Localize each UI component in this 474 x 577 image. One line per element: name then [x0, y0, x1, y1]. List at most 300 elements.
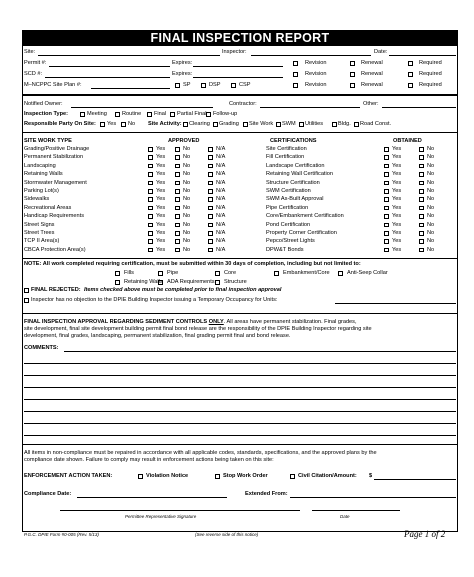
stop-work-order-checkbox[interactable] — [215, 474, 220, 479]
extended-from-field[interactable] — [290, 497, 456, 498]
approved-yes-label: Yes — [156, 179, 166, 186]
sediment-text-2: site development, final site development building permit final bond release are the responsibility of the DPIE Building Inspector regarding site — [24, 326, 372, 332]
approved-yes-checkbox[interactable] — [148, 206, 153, 211]
extended-from-label: Extended From: — [245, 491, 288, 497]
permit-revision-label: Revision — [305, 60, 327, 66]
certification-item: Pond Certification — [266, 221, 311, 228]
grading-label: Grading — [219, 121, 239, 127]
signature-date-line[interactable] — [312, 510, 400, 511]
comments-line-2[interactable] — [24, 363, 456, 364]
obtained-yes-label: Yes — [392, 162, 402, 169]
mncppc-label: M–NCPPC Site Plan #: — [24, 82, 82, 88]
obtained-yes-checkbox[interactable] — [384, 164, 389, 169]
csp-checkbox[interactable] — [231, 83, 236, 88]
approved-yes-checkbox[interactable] — [148, 155, 153, 160]
obtained-yes-checkbox[interactable] — [384, 155, 389, 160]
obtained-no-checkbox[interactable] — [419, 206, 424, 211]
plan-revision-label: Revision — [305, 82, 327, 88]
approved-no-label: No — [183, 146, 191, 152]
core-label: Core — [224, 270, 237, 276]
obtained-no-checkbox[interactable] — [419, 231, 424, 236]
obtained-yes-checkbox[interactable] — [384, 197, 389, 202]
embankment-core-checkbox[interactable] — [274, 271, 279, 276]
utilities-checkbox[interactable] — [299, 122, 304, 127]
plan-renewal-checkbox[interactable] — [350, 83, 355, 88]
permit-expires-field[interactable] — [193, 66, 283, 67]
approved-yes-label: Yes — [156, 238, 166, 245]
obtained-no-checkbox[interactable] — [419, 248, 424, 253]
civil-citation-label: Civil Citation/Amount: — [298, 473, 357, 479]
civil-citation-amount-label: $ — [369, 473, 373, 479]
obtained-no-checkbox[interactable] — [419, 147, 424, 152]
obtained-no-label: No — [427, 146, 435, 152]
approved-yes-checkbox[interactable] — [148, 248, 153, 253]
obtained-yes-checkbox[interactable] — [384, 206, 389, 211]
obtained-yes-checkbox[interactable] — [384, 231, 389, 236]
approved-na-label: N/A — [216, 221, 226, 228]
approved-no-checkbox[interactable] — [175, 147, 180, 152]
approved-na-label: N/A — [216, 204, 226, 211]
obtained-no-label: No — [427, 204, 435, 211]
approved-na-label: N/A — [216, 171, 226, 178]
routine-label: Routine — [122, 111, 142, 117]
approved-no-label: No — [183, 162, 191, 169]
site-work-item: Recreational Areas — [24, 204, 72, 211]
approved-yes-checkbox[interactable] — [148, 172, 153, 177]
partial-final-checkbox[interactable] — [170, 112, 175, 117]
permit-renewal-checkbox[interactable] — [350, 61, 355, 66]
approved-no-checkbox[interactable] — [175, 181, 180, 186]
approved-yes-checkbox[interactable] — [148, 223, 153, 228]
approved-na-label: N/A — [216, 230, 226, 236]
obtained-yes-label: Yes — [392, 154, 402, 161]
certification-item: Fill Certification — [266, 154, 305, 161]
scd-revision-label: Revision — [305, 71, 327, 77]
approved-no-checkbox[interactable] — [175, 231, 180, 236]
approved-na-checkbox[interactable] — [208, 214, 213, 219]
approved-na-label: N/A — [216, 146, 226, 152]
approved-no-label: No — [183, 188, 191, 194]
scd-renewal-label: Renewal — [361, 71, 383, 77]
approved-na-checkbox[interactable] — [208, 197, 213, 202]
notified-owner-label: Notified Owner: — [24, 101, 63, 107]
final-rejected-text: Items checked above must be completed prior to final inspection approval — [84, 287, 282, 293]
final-label: Final — [154, 111, 167, 117]
obtained-yes-label: Yes — [392, 146, 402, 152]
approved-yes-checkbox[interactable] — [148, 164, 153, 169]
certification-item: Site Certification — [266, 146, 307, 152]
approved-no-checkbox[interactable] — [175, 164, 180, 169]
approved-na-label: N/A — [216, 154, 226, 161]
responsible-yes-label: Yes — [107, 121, 117, 127]
meeting-checkbox[interactable] — [80, 112, 85, 117]
structure-label: Structure — [224, 279, 247, 285]
obtained-yes-label: Yes — [392, 188, 402, 194]
final-checkbox[interactable] — [147, 112, 152, 117]
grading-checkbox[interactable] — [213, 122, 218, 127]
violation-notice-checkbox[interactable] — [138, 474, 143, 479]
inspector-label: Inspector: — [222, 49, 247, 55]
permittee-signature-line[interactable] — [60, 510, 300, 511]
approved-yes-label: Yes — [156, 230, 166, 236]
scd-label: SCD #: — [24, 71, 43, 77]
certification-item: DPW&T Bonds — [266, 246, 304, 253]
certifications-header: CERTIFICATIONS — [270, 138, 317, 144]
approved-no-label: No — [183, 179, 191, 186]
sediment-only: ONLY — [208, 319, 224, 325]
site-work-type-header: SITE WORK TYPE — [24, 138, 72, 144]
civil-citation-checkbox[interactable] — [290, 474, 295, 479]
approved-yes-checkbox[interactable] — [148, 197, 153, 202]
approved-na-checkbox[interactable] — [208, 164, 213, 169]
site-work-item: Parking Lot(s) — [24, 188, 59, 194]
sp-label: SP — [183, 82, 191, 88]
approved-no-label: No — [183, 204, 191, 211]
approved-no-checkbox[interactable] — [175, 206, 180, 211]
approved-no-label: No — [183, 246, 191, 253]
pipe-checkbox[interactable] — [158, 271, 163, 276]
plan-required-checkbox[interactable] — [408, 83, 413, 88]
comments-line-4[interactable] — [24, 387, 456, 388]
site-work-item: Landscaping — [24, 162, 56, 169]
approved-na-checkbox[interactable] — [208, 231, 213, 236]
routine-checkbox[interactable] — [115, 112, 120, 117]
obtained-no-checkbox[interactable] — [419, 197, 424, 202]
approved-na-checkbox[interactable] — [208, 223, 213, 228]
obtained-no-checkbox[interactable] — [419, 164, 424, 169]
comments-line-5[interactable] — [24, 399, 456, 400]
noncompliance-text-1: All items in non-compliance must be repaired in accordance with all applicable codes, standards, specifications, and the approved plans by the — [24, 450, 377, 456]
mncppc-field[interactable] — [91, 88, 170, 89]
approved-na-checkbox[interactable] — [208, 248, 213, 253]
inspector-field[interactable] — [251, 55, 371, 56]
approved-no-checkbox[interactable] — [175, 155, 180, 160]
contractor-label: Contractor: — [229, 101, 257, 107]
approved-yes-checkbox[interactable] — [148, 181, 153, 186]
sediment-line-1 — [24, 319, 357, 326]
compliance-date-field[interactable] — [77, 497, 227, 498]
approved-na-label: N/A — [216, 179, 226, 186]
approved-na-label: N/A — [216, 238, 226, 245]
approved-header: APPROVED — [168, 138, 200, 144]
comments-line-3[interactable] — [24, 375, 456, 376]
obtained-yes-checkbox[interactable] — [384, 214, 389, 219]
permit-expires-label: Expires: — [172, 60, 193, 66]
stop-work-order-label: Stop Work Order — [223, 473, 268, 479]
site-work-label: Site Work — [249, 121, 274, 127]
ada-requirements-checkbox[interactable] — [158, 280, 163, 285]
obtained-no-label: No — [427, 171, 435, 178]
scd-field[interactable] — [45, 77, 170, 78]
bldg-checkbox[interactable] — [332, 122, 337, 127]
comments-line-6[interactable] — [24, 411, 456, 412]
follow-up-label: Follow-up — [213, 111, 238, 117]
structure-checkbox[interactable] — [215, 280, 220, 285]
core-checkbox[interactable] — [215, 271, 220, 276]
obtained-no-checkbox[interactable] — [419, 181, 424, 186]
site-label: Site: — [24, 49, 36, 55]
obtained-no-checkbox[interactable] — [419, 172, 424, 177]
header-divider — [22, 94, 458, 96]
permit-revision-checkbox[interactable] — [293, 61, 298, 66]
obtained-yes-checkbox[interactable] — [384, 181, 389, 186]
swm-label: SWM — [282, 121, 296, 127]
clearing-label: Clearing — [189, 121, 210, 127]
units-field[interactable] — [335, 303, 456, 304]
certification-item: Landscape Certification — [266, 162, 325, 169]
approved-na-checkbox[interactable] — [208, 189, 213, 194]
certification-item: SWM Certification — [266, 188, 311, 194]
retaining-walls-note-checkbox[interactable] — [115, 280, 120, 285]
obtained-header: OBTAINED — [393, 138, 422, 144]
obtained-yes-label: Yes — [392, 179, 402, 186]
obtained-no-checkbox[interactable] — [419, 189, 424, 194]
obtained-no-label: No — [427, 188, 435, 194]
sediment-text-3: development, final grades, landscaping, permanent stabilization, final grading permit final and bond release. — [24, 333, 291, 339]
approved-na-checkbox[interactable] — [208, 172, 213, 177]
approved-yes-label: Yes — [156, 146, 166, 152]
swm-checkbox[interactable] — [276, 122, 281, 127]
approved-na-checkbox[interactable] — [208, 155, 213, 160]
approved-na-label: N/A — [216, 162, 226, 169]
fills-checkbox[interactable] — [115, 271, 120, 276]
approved-no-label: No — [183, 213, 191, 220]
obtained-yes-label: Yes — [392, 204, 402, 211]
pipe-label: Pipe — [167, 270, 179, 276]
permit-label: Permit #: — [24, 60, 47, 66]
approved-na-checkbox[interactable] — [208, 206, 213, 211]
contractor-field[interactable] — [260, 107, 360, 108]
approved-no-checkbox[interactable] — [175, 172, 180, 177]
comments-line-8[interactable] — [24, 435, 456, 436]
approved-yes-label: Yes — [156, 204, 166, 211]
site-work-item: Permanent Stabilization — [24, 154, 84, 161]
obtained-no-label: No — [427, 179, 435, 186]
notified-owner-field[interactable] — [71, 107, 213, 108]
obtained-yes-label: Yes — [392, 238, 402, 245]
page-number: Page 1 of 2 — [404, 529, 446, 539]
approved-no-label: No — [183, 221, 191, 228]
dsp-checkbox[interactable] — [201, 83, 206, 88]
site-work-checkbox[interactable] — [243, 122, 248, 127]
fills-label: Fills — [124, 270, 134, 276]
certification-item: Structure Certification — [266, 179, 320, 186]
no-objection-text: Inspector has no objection to the DPIE Building Inspector issuing a Temporary Occupancy for Units: — [31, 297, 278, 303]
site-work-item: Street Signs — [24, 221, 55, 228]
responsible-no-checkbox[interactable] — [121, 122, 126, 127]
obtained-no-checkbox[interactable] — [419, 239, 424, 244]
scd-expires-field[interactable] — [193, 77, 283, 78]
violation-notice-label: Violation Notice — [146, 473, 189, 479]
date-field[interactable] — [389, 55, 456, 56]
permit-required-label: Required — [419, 60, 442, 66]
road-const-checkbox[interactable] — [354, 122, 359, 127]
obtained-no-label: No — [427, 238, 435, 245]
approved-yes-label: Yes — [156, 162, 166, 169]
date-label: Date: — [374, 49, 388, 55]
obtained-no-checkbox[interactable] — [419, 155, 424, 160]
plan-revision-checkbox[interactable] — [293, 83, 298, 88]
site-work-item: Grading/Positive Drainage — [24, 146, 90, 152]
note-text: NOTE: All work completed requiring certification, must be submitted within 30 days of completion, including but not limited to: — [24, 261, 361, 267]
activity-divider — [22, 132, 458, 133]
approved-yes-checkbox[interactable] — [148, 189, 153, 194]
report-title: FINAL INSPECTION REPORT — [22, 30, 458, 46]
site-work-item: TCP II Area(s) — [24, 238, 60, 245]
approved-no-label: No — [183, 196, 191, 203]
site-work-item: Retaining Walls — [24, 171, 63, 178]
sediment-text-1: . All areas have permanent stabilization. Final grades, — [223, 319, 357, 325]
utilities-label: Utilities — [305, 121, 324, 127]
approved-yes-checkbox[interactable] — [148, 147, 153, 152]
certification-item: SWM As-Built Approval — [266, 196, 324, 203]
dsp-label: DSP — [209, 82, 221, 88]
civil-citation-amount-field[interactable] — [374, 479, 456, 480]
site-work-item: Handicap Requirements — [24, 213, 85, 220]
form-id: P.G.C. DPIE Form #0-005 (Rev. 5/13) — [24, 532, 99, 537]
scd-required-label: Required — [419, 71, 442, 77]
permittee-signature-caption: Permittee Representative Signature — [125, 514, 197, 519]
approved-yes-label: Yes — [156, 188, 166, 194]
obtained-yes-label: Yes — [392, 213, 402, 220]
approved-yes-checkbox[interactable] — [148, 231, 153, 236]
certification-item: Core/Embankment Certification — [266, 213, 344, 220]
permit-renewal-label: Renewal — [361, 60, 383, 66]
permit-field[interactable] — [49, 66, 170, 67]
obtained-yes-label: Yes — [392, 196, 402, 203]
obtained-yes-label: Yes — [392, 221, 402, 228]
certification-item: Pipe Certification — [266, 204, 309, 211]
obtained-no-checkbox[interactable] — [419, 223, 424, 228]
certification-item: Pepco/Street Lights — [266, 238, 315, 245]
sp-checkbox[interactable] — [175, 83, 180, 88]
no-objection-checkbox[interactable] — [24, 298, 29, 303]
signature-date-caption: Date — [340, 514, 350, 519]
obtained-no-label: No — [427, 196, 435, 203]
approved-na-checkbox[interactable] — [208, 147, 213, 152]
clearing-checkbox[interactable] — [183, 122, 188, 127]
site-work-item: CBCA Protection Area(s) — [24, 246, 86, 253]
approved-yes-checkbox[interactable] — [148, 239, 153, 244]
enforcement-label: ENFORCEMENT ACTION TAKEN: — [24, 473, 113, 479]
approved-no-label: No — [183, 230, 191, 236]
approved-no-checkbox[interactable] — [175, 239, 180, 244]
approved-na-label: N/A — [216, 188, 226, 194]
comments-line-7[interactable] — [24, 423, 456, 424]
anti-seep-collar-label: Anti-Seep Collar — [347, 270, 388, 276]
partial-final-label: Partial Final — [177, 111, 207, 117]
responsible-no-label: No — [128, 121, 136, 127]
approved-yes-label: Yes — [156, 171, 166, 178]
approved-no-checkbox[interactable] — [175, 248, 180, 253]
obtained-no-label: No — [427, 246, 435, 253]
rejected-divider — [22, 313, 458, 314]
obtained-yes-checkbox[interactable] — [384, 147, 389, 152]
scd-expires-label: Expires: — [172, 71, 193, 77]
approved-na-label: N/A — [216, 246, 226, 253]
approved-yes-label: Yes — [156, 213, 166, 220]
table-divider — [22, 258, 458, 259]
comments-line-1[interactable] — [64, 351, 456, 352]
follow-up-checkbox[interactable] — [206, 112, 211, 117]
scd-renewal-checkbox[interactable] — [350, 72, 355, 77]
approved-yes-checkbox[interactable] — [148, 214, 153, 219]
obtained-yes-label: Yes — [392, 171, 402, 178]
meeting-label: Meeting — [87, 111, 107, 117]
plan-renewal-label: Renewal — [361, 82, 383, 88]
other-label: Other: — [363, 101, 379, 107]
obtained-yes-checkbox[interactable] — [384, 189, 389, 194]
embankment-core-label: Embankment/Core — [283, 270, 330, 276]
obtained-no-label: No — [427, 213, 435, 220]
approved-na-label: N/A — [216, 213, 226, 220]
noncompliance-text-2: compliance date shown. Failure to comply may result in enforcement actions being taken on this site: — [24, 457, 274, 463]
final-rejected-label: FINAL REJECTED: — [31, 287, 81, 293]
certification-item: Retaining Wall Certification — [266, 171, 333, 178]
approved-na-checkbox[interactable] — [208, 239, 213, 244]
approved-yes-label: Yes — [156, 221, 166, 228]
scd-revision-checkbox[interactable] — [293, 72, 298, 77]
approved-no-checkbox[interactable] — [175, 214, 180, 219]
permit-required-checkbox[interactable] — [408, 61, 413, 66]
csp-label: CSP — [239, 82, 251, 88]
obtained-no-label: No — [427, 221, 435, 228]
approved-no-checkbox[interactable] — [175, 189, 180, 194]
obtained-yes-checkbox[interactable] — [384, 223, 389, 228]
approved-yes-label: Yes — [156, 196, 166, 203]
obtained-yes-label: Yes — [392, 230, 402, 236]
ada-requirements-label: ADA Requirements — [167, 279, 215, 285]
obtained-no-label: No — [427, 154, 435, 161]
approved-yes-label: Yes — [156, 246, 166, 253]
site-field[interactable] — [38, 55, 220, 56]
comments-label: COMMENTS: — [24, 345, 59, 351]
obtained-no-checkbox[interactable] — [419, 214, 424, 219]
obtained-yes-checkbox[interactable] — [384, 172, 389, 177]
other-field[interactable] — [382, 107, 456, 108]
obtained-yes-label: Yes — [392, 246, 402, 253]
retaining-walls-note-label: Retaining Walls — [124, 279, 163, 285]
obtained-no-label: No — [427, 162, 435, 169]
approved-na-checkbox[interactable] — [208, 181, 213, 186]
approved-no-checkbox[interactable] — [175, 197, 180, 202]
obtained-yes-checkbox[interactable] — [384, 248, 389, 253]
sediment-heading: FINAL INSPECTION APPROVAL REGARDING SEDIMENT CONTROLS — [24, 319, 208, 325]
approved-no-checkbox[interactable] — [175, 223, 180, 228]
approved-no-label: No — [183, 171, 191, 178]
approved-yes-label: Yes — [156, 154, 166, 161]
site-activity-label: Site Activity: — [148, 121, 182, 127]
comments-divider — [22, 444, 458, 445]
approved-no-label: No — [183, 238, 191, 245]
anti-seep-collar-checkbox[interactable] — [338, 271, 343, 276]
responsible-party-label: Responsible Party On Site: — [24, 121, 96, 127]
final-rejected-checkbox[interactable] — [24, 288, 29, 293]
site-work-item: Sidewalks — [24, 196, 50, 203]
certification-item: Property Corner Certification — [266, 230, 337, 236]
site-work-item: Street Trees — [24, 230, 55, 236]
road-const-label: Road Const. — [360, 121, 392, 127]
obtained-no-label: No — [427, 230, 435, 236]
inspection-type-label: Inspection Type: — [24, 111, 69, 117]
obtained-yes-checkbox[interactable] — [384, 239, 389, 244]
plan-required-label: Required — [419, 82, 442, 88]
responsible-yes-checkbox[interactable] — [100, 122, 105, 127]
compliance-date-label: Compliance Date: — [24, 491, 72, 497]
scd-required-checkbox[interactable] — [408, 72, 413, 77]
reverse-side-note: (See reverse side of this notice) — [195, 532, 259, 537]
approved-no-label: No — [183, 154, 191, 161]
